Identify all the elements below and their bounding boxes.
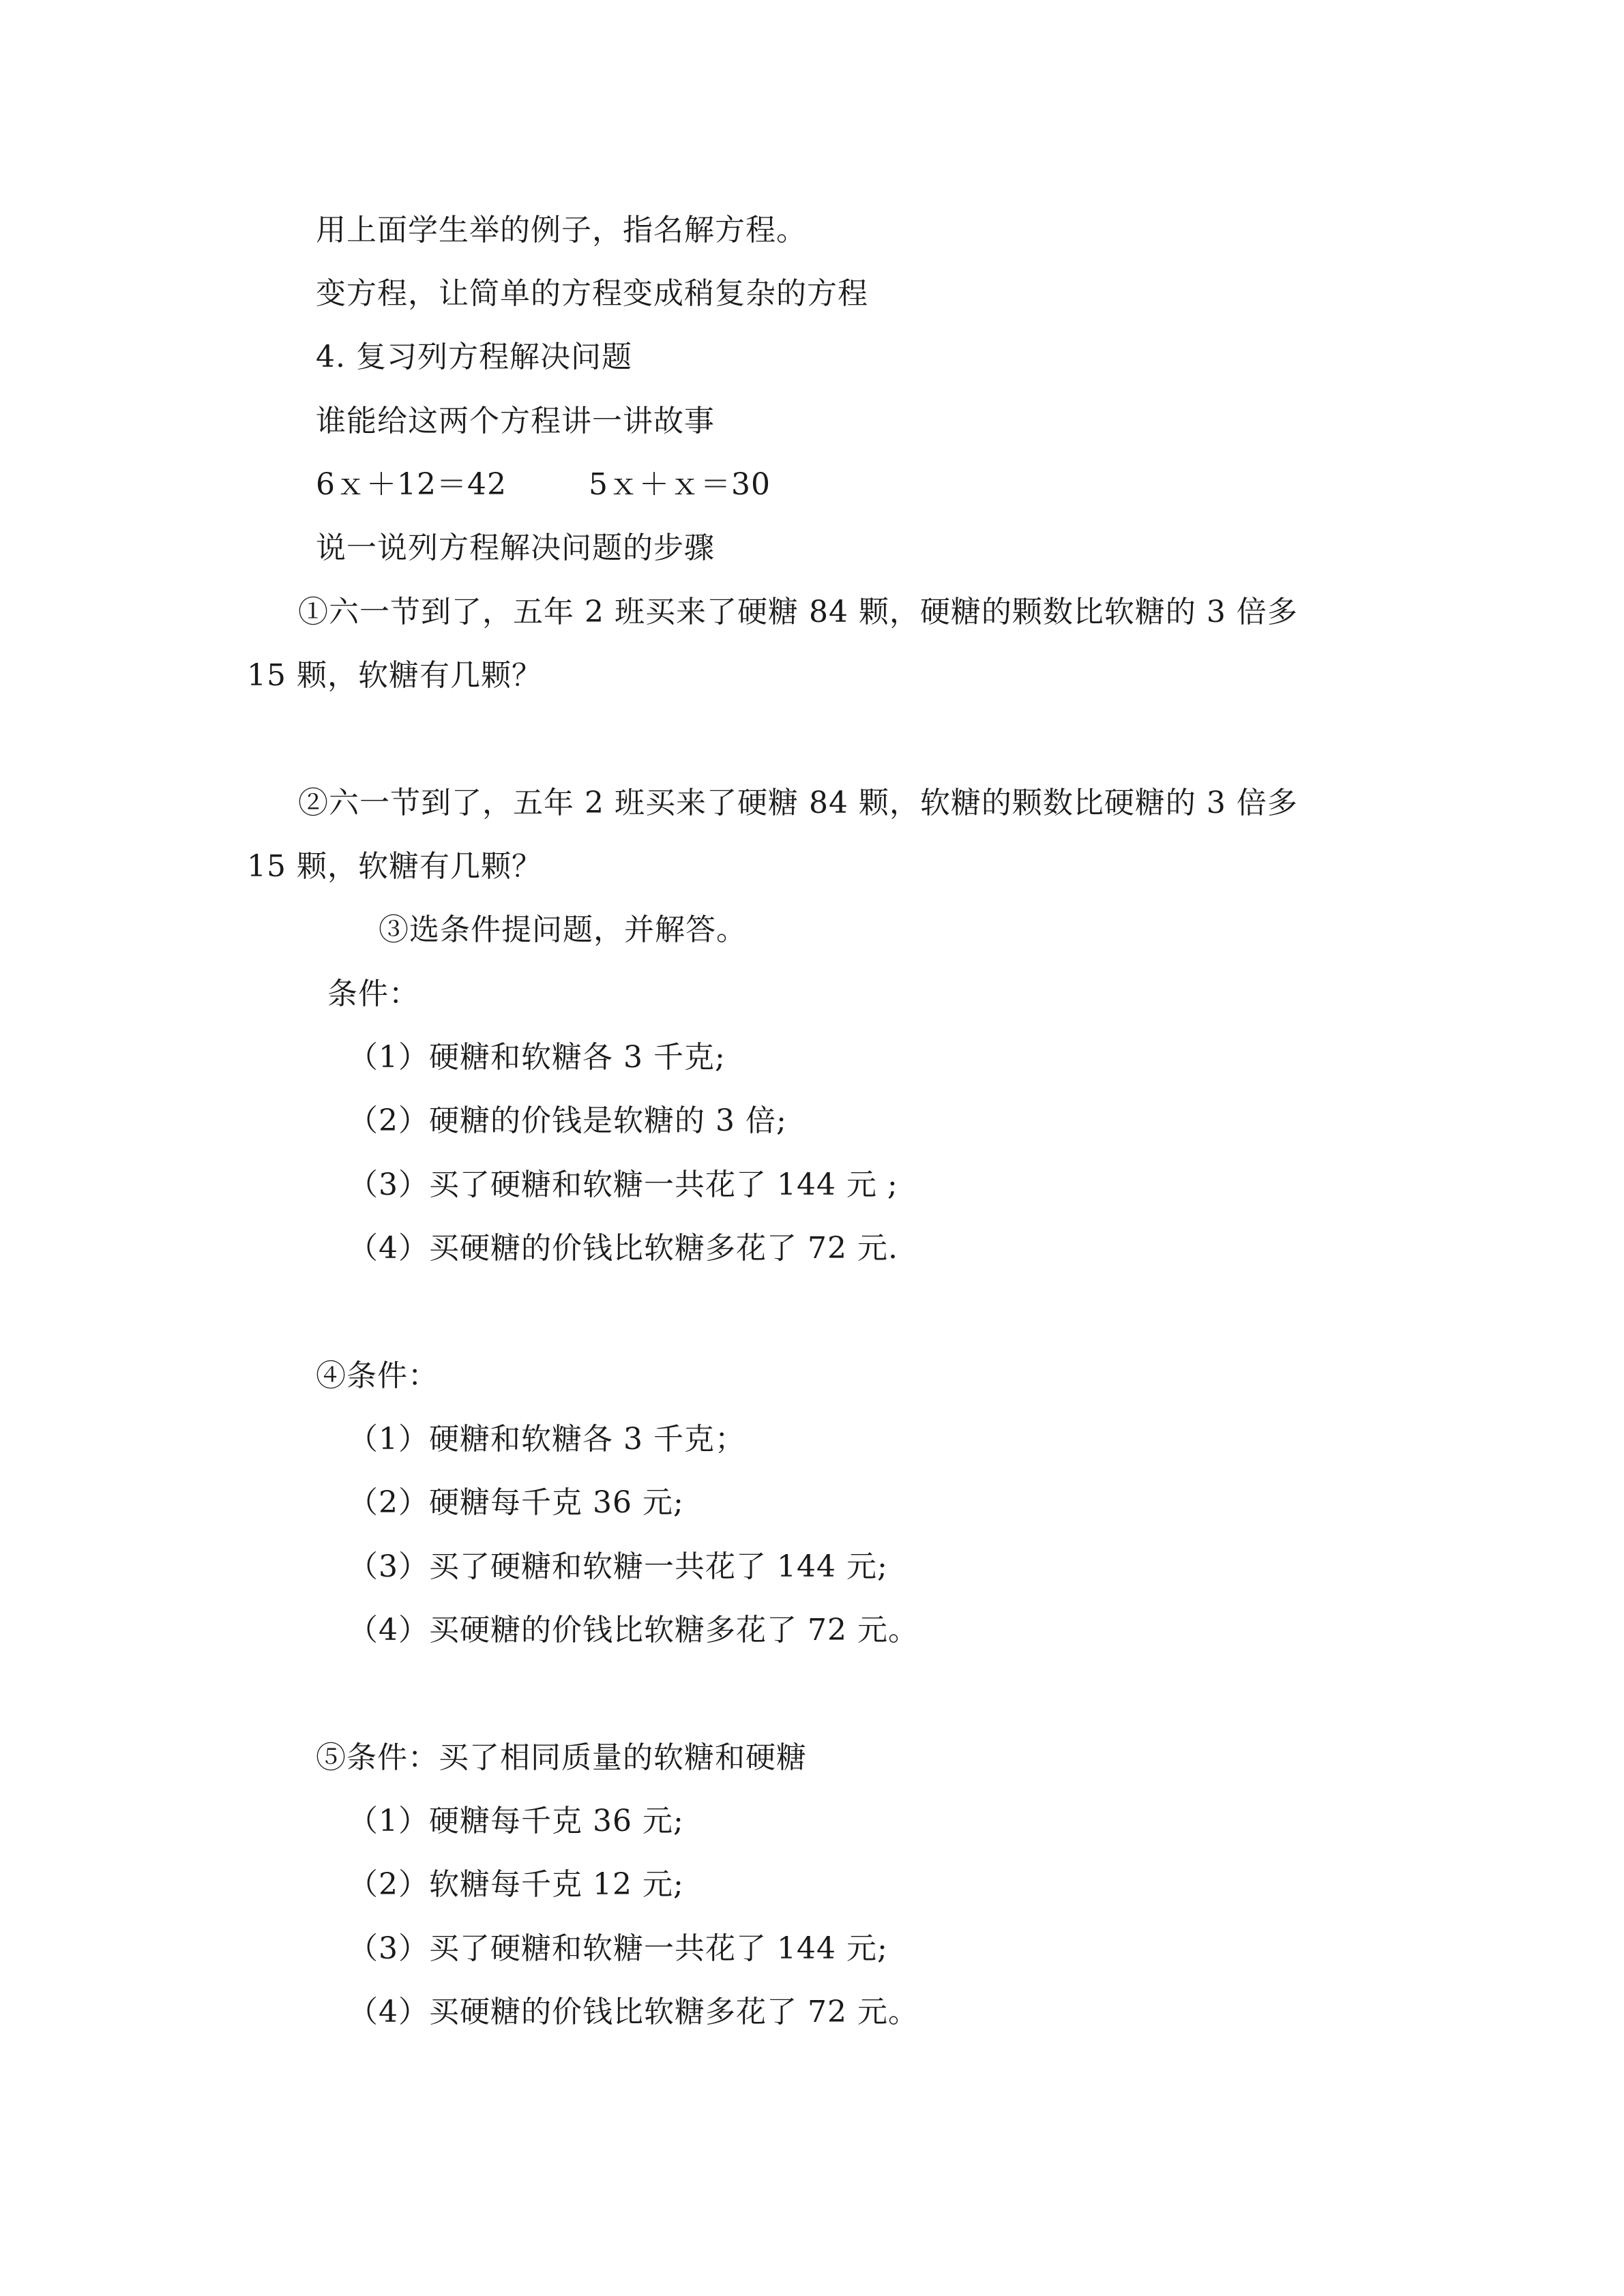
problem-1-line-2: 15 颗，软糖有几颗？ <box>247 658 542 693</box>
problem-3-heading: ③选条件提问题，并解答。 <box>379 912 747 947</box>
condition-item: （3）买了硬糖和软糖一共花了 144 元 ; <box>348 1167 898 1202</box>
condition-item: （3）买了硬糖和软糖一共花了 144 元; <box>348 1549 888 1584</box>
condition-item: （3）买了硬糖和软糖一共花了 144 元; <box>348 1931 888 1966</box>
condition-item: （1）硬糖每千克 36 元; <box>348 1804 684 1838</box>
paragraph-line: 变方程，让简单的方程变成稍复杂的方程 <box>316 276 868 311</box>
equation-2: 5ｘ＋ｘ＝30 <box>588 467 771 502</box>
condition-item: （4）买硬糖的价钱比软糖多花了 72 元。 <box>348 1995 919 2029</box>
conditions-label: 条件： <box>327 976 419 1011</box>
condition-item: （2）软糖每千克 12 元; <box>348 1867 684 1902</box>
problem-4-heading: ④条件： <box>316 1358 439 1393</box>
condition-item: （2）硬糖每千克 36 元; <box>348 1485 684 1520</box>
equation-row <box>316 466 771 504</box>
problem-2-line-2: 15 颗，软糖有几颗？ <box>247 849 542 884</box>
problem-5-heading: ⑤条件：买了相同质量的软糖和硬糖 <box>316 1740 807 1775</box>
paragraph-line: 谁能给这两个方程讲一讲故事 <box>316 404 715 438</box>
equation-1: 6ｘ＋12＝42 <box>316 467 507 502</box>
paragraph-line: 说一说列方程解决问题的步骤 <box>316 531 715 565</box>
problem-1-line-1: ①六一节到了，五年 2 班买来了硬糖 84 颗，硬糖的颗数比软糖的 3 倍多 <box>298 595 1298 629</box>
paragraph-line: 用上面学生举的例子，指名解方程。 <box>316 213 807 248</box>
section-heading: 4. 复习列方程解决问题 <box>316 340 632 374</box>
condition-item: （2）硬糖的价钱是软糖的 3 倍; <box>348 1103 787 1138</box>
condition-item: （4）买硬糖的价钱比软糖多花了 72 元。 <box>348 1613 919 1648</box>
problem-2-line-1: ②六一节到了，五年 2 班买来了硬糖 84 颗，软糖的颗数比硬糖的 3 倍多 <box>298 786 1298 820</box>
condition-item: （1）硬糖和软糖各 3 千克； <box>348 1422 745 1457</box>
condition-item: （1）硬糖和软糖各 3 千克; <box>348 1040 726 1075</box>
condition-item: （4）买硬糖的价钱比软糖多花了 72 元. <box>348 1231 898 1266</box>
